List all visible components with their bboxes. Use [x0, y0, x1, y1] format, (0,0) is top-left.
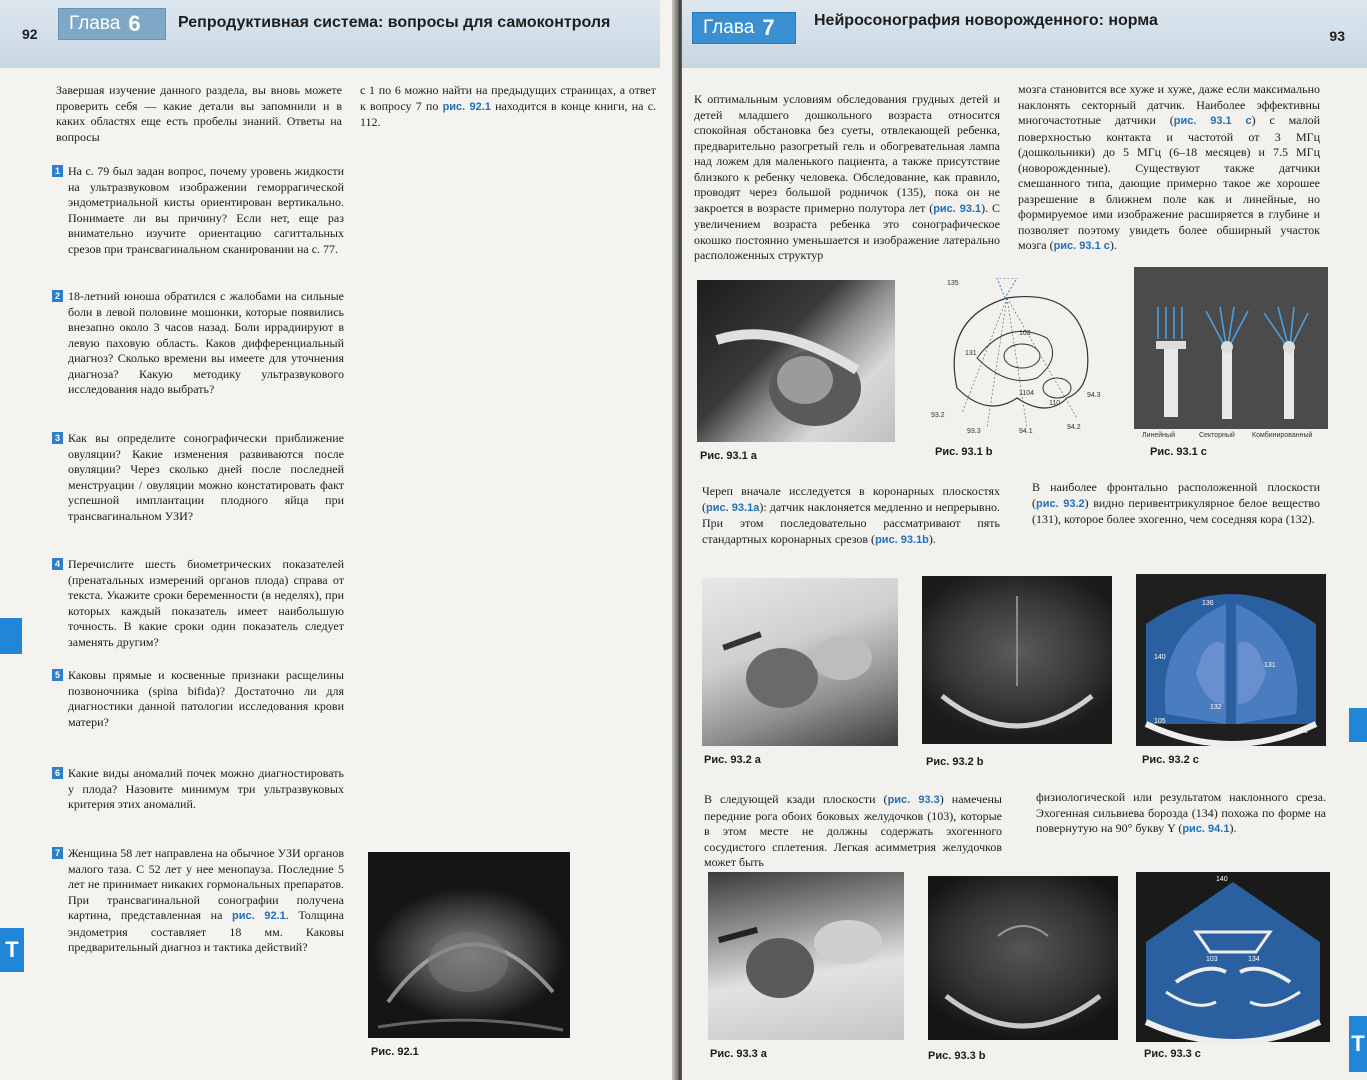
infant-photo-shapes: [702, 578, 898, 746]
label-135: 135: [947, 280, 959, 287]
right-low-col1: [704, 792, 1002, 871]
mid-col2-text-a: В наиболее фронтально расположенной плоскости (: [1032, 480, 1320, 510]
fig-93-3a-caption: Рис. 93.3 a: [710, 1048, 767, 1060]
question-item: [52, 668, 344, 730]
question-item: [52, 766, 344, 813]
low-col2-ref: рис. 94.1: [1182, 823, 1230, 835]
ultrasound-texture: [368, 852, 570, 1038]
question-text-b: . Толщина эндометрия составляет 18 мм. Каковы предварительный диагноз и тактика действий?: [68, 908, 344, 954]
left-intro-col2: [360, 83, 656, 131]
right-low-col2: [1036, 790, 1326, 838]
right-chapter-number: 7: [762, 15, 775, 40]
low-col2-text-a: физиологической или результатом наклонного среза. Эхогенная сильвиева борозда (134) похожа по форме на повернутую на 90° букву Y (: [1036, 790, 1326, 835]
right-mid-col1: [702, 484, 1000, 548]
ultrasound-93-3b: [928, 876, 1118, 1040]
question-text: На с. 79 был задан вопрос, почему уровень жидкости на ультразвуковом изображении геморрагической эндометриальной кисты ориентирован вертикально. Понимаете ли вы причину? Если нет, еще раз внимательно изучите ориентацию сагиттальных срезов при трансвагинальном сканировании на с. 77.: [68, 164, 344, 256]
intro-col1-text-b: ). С увеличением возраста ребенка это сонографическое окошко постоянно уменьшается и изображение латерально расположенных структур: [694, 200, 1000, 262]
question-item: [52, 846, 344, 956]
right-page: [682, 0, 1367, 1080]
fig-93-2a-caption: Рис. 93.2 a: [704, 754, 761, 766]
left-side-tab-t: Т: [0, 928, 24, 972]
ultrasound-arc: [922, 576, 1112, 744]
fig-93-1c-caption: Рис. 93.1 c: [1150, 446, 1207, 458]
left-chapter-tab: [58, 8, 166, 40]
figure-92-1-caption: Рис. 92.1: [371, 1046, 419, 1058]
right-mid-col2: [1032, 480, 1320, 528]
infant-photo-shapes: [708, 872, 904, 1040]
right-intro-col1: [694, 92, 1000, 264]
left-chapter-label: Глава: [69, 13, 121, 34]
fig-93-3c-caption: Рис. 93.3 c: [1144, 1048, 1201, 1060]
intro-col2-text-a: мозга становится все хуже и хуже, даже если максимально наклонять секторный датчик. Наиболее эффективны многочастотные датчики (: [1018, 82, 1320, 127]
label-94-2: 94.2: [1067, 424, 1081, 431]
label-131: 131: [965, 350, 977, 357]
photo-infant-93-3a: [708, 872, 904, 1040]
intro-col2-ref2: рис. 93.1 с: [1053, 240, 1110, 252]
question-number: 5: [52, 669, 63, 681]
left-running-title: Репродуктивная система: вопросы для самоконтроля: [178, 14, 611, 31]
label-93-3: 93.3: [967, 428, 981, 435]
low-col1-text-b: ) намечены передние рога обоих боковых желудочков (103), которые в этом месте не должны содержать эхогенного сосудистого сплетения. Легкая асимметрия желудочков может быть: [704, 792, 1002, 869]
question-text: Какие виды аномалий почек можно диагностировать у плода? Назовите минимум три ультразвуковых критерия этих аномалий.: [68, 766, 344, 811]
fig-93-1a-caption: Рис. 93.1 a: [700, 450, 757, 462]
left-page-number: 92: [22, 26, 38, 42]
intro-col2-text-c: ).: [1109, 238, 1117, 252]
infant-photo-shapes: [697, 280, 895, 442]
right-running-title: Нейросонография новорожденного: норма: [814, 12, 1158, 29]
left-side-tab-blue: [0, 618, 22, 654]
label-136: 136: [1202, 600, 1214, 607]
label-93-2: 93.2: [931, 412, 945, 419]
label-140: 140: [1154, 654, 1166, 661]
label-linear: Линейный: [1142, 432, 1175, 439]
question-item: [52, 557, 344, 650]
photo-infant-93-1a: [697, 280, 895, 442]
label-110: 110: [1049, 400, 1061, 407]
question-item: [52, 431, 344, 524]
label-140: 140: [1216, 876, 1228, 883]
right-page-number: 93: [1329, 28, 1345, 44]
intro-right-text-a: с 1 по 6 можно найти на предыдущих страницах, а ответ к вопросу 7 по: [360, 83, 656, 113]
mid-col1-ref2: рис. 93.1b: [875, 533, 929, 546]
fig-93-2b-caption: Рис. 93.2 b: [926, 756, 984, 768]
question-number: 2: [52, 290, 63, 302]
question-text: [68, 846, 344, 956]
label-132: 132: [1210, 704, 1222, 711]
label-sector: Секторный: [1199, 432, 1235, 439]
low-col1-ref: рис. 93.3: [887, 794, 940, 806]
right-side-tab-blue: [1349, 708, 1367, 742]
label-134: 134: [1248, 956, 1260, 963]
label-94-1: 94.1: [1019, 428, 1033, 435]
fig-93-2c-caption: Рис. 93.2 c: [1142, 754, 1199, 766]
label-45: 45: [1300, 728, 1308, 735]
question-text-a: Женщина 58 лет направлена на обычное УЗИ органов малого таза. С 52 лет у нее менопауза. Последние 5 лет не принимает никаких гормональных препаратов. При трансвагинальной сонографии получена картина, представленная на: [68, 846, 344, 922]
right-chapter-tab: [692, 12, 796, 44]
label-103: 103: [1206, 956, 1218, 963]
question-text: Перечислите шесть биометрических показателей (пренатальных измерений органов плода) справа от текста. Укажите сроки беременности (в неделях), при которых каждый показатель имеет наибольшую точность. В какие сроки один показатель следует заменять другим?: [68, 557, 344, 649]
left-intro-col1: Завершая изучение данного раздела, вы вновь можете проверить себя — какие детали вы запомнили и в каких областях еще есть пробелы знаний. Ответы на вопросы: [56, 83, 342, 144]
intro-col2-text-b: ) с малой поверхностью контакта и частотой от 3 МГц (дошкольники) до 5 МГц (6–18 месяцев) и 7.5 МГц (новорожденные). Существуют также датчики смешанного типа, дающие примерно такое же хорошее разрешение в ближнем поле как и линейные, но формируемое ими изображение расширяется в глубине и позволяет поэтому увидеть более обширный участок мозга (: [1018, 113, 1320, 252]
question-text: Каковы прямые и косвенные признаки расщелины позвоночника (spina bifida)? Достаточно ли для диагностики данной патологии исследования крови матери?: [68, 668, 344, 729]
question-number: 4: [52, 558, 63, 570]
mid-col1-ref1: рис. 93.1а: [706, 501, 760, 514]
schematic-93-2c: [1136, 574, 1326, 746]
fig-93-1b-caption: Рис. 93.1 b: [935, 446, 993, 458]
label-131: 131: [1264, 662, 1276, 669]
intro-col1-ref: рис. 93.1: [933, 202, 982, 215]
label-combined: Комбинированный: [1252, 432, 1313, 439]
brain-diagram-93-1b: [927, 278, 1107, 438]
photo-infant-93-2a: [702, 578, 898, 746]
transducer-diagram-93-1c: [1134, 267, 1328, 429]
question-item: [52, 289, 344, 398]
question-number: 1: [52, 165, 63, 177]
label-1104: 1104: [1019, 390, 1035, 397]
question-number: 3: [52, 432, 63, 444]
low-col2-text-b: ).: [1229, 821, 1237, 835]
question-text: Как вы определите сонографически приближение овуляции? Какие изменения развиваются после овуляции? Через сколько дней после последней менструации / овуляции можно констатировать факт успешной имплантации плодного яйца при трансвагинальном УЗИ?: [68, 431, 344, 523]
label-103: 103: [1019, 330, 1031, 337]
ultrasound-93-2b: [922, 576, 1112, 744]
schematic-93-3c: [1136, 872, 1330, 1042]
question-number: 7: [52, 847, 63, 859]
ultrasound-arc: [928, 876, 1118, 1040]
intro-col2-ref1: рис. 93.1 с: [1173, 115, 1252, 127]
label-105: 105: [1154, 718, 1166, 725]
ultrasound-figure-92-1: [368, 852, 570, 1038]
right-intro-col2: [1018, 82, 1320, 255]
label-94-3: 94.3: [1087, 392, 1101, 399]
transducer-svg: [1134, 267, 1328, 429]
question-item: [52, 164, 344, 257]
intro-right-ref: рис. 92.1: [442, 100, 491, 113]
fig-93-3b-caption: Рис. 93.3 b: [928, 1050, 986, 1062]
question-ref: рис. 92.1: [232, 910, 286, 922]
mid-col2-ref: рис. 93.2: [1036, 497, 1085, 510]
schematic-svg: [1136, 872, 1330, 1042]
intro-col1-text-a: К оптимальным условиям обследования грудных детей и детей младшего дошкольного возраста относится спокойная обстановка без суеты, отвлекающей ребенка, предварительно разогретый гель и обогревательная лампа над ложем для маленького пациента, а также присутствие близкого к ребенку человека. Обследование, как правило, проводят через большой родничок (135), пока он не закроется в возрасте примерно полутора лет (: [694, 92, 1000, 215]
low-col1-text-a: В следующей кзади плоскости (: [704, 792, 888, 806]
mid-col1-text-b: ): датчик наклоняется медленно и непрерывно. При этом последовательно рассматривают пять стандартных коронарных срезов (: [702, 499, 1000, 546]
right-chapter-label: Глава: [703, 17, 755, 38]
intro-right-text-b: находится в конце книги, на с. 112.: [360, 98, 657, 129]
mid-col2-text-b: ) видно перивентрикулярное белое вещество (131), которое более эхогенно, чем соседняя кора (132).: [1032, 495, 1320, 526]
brain-outline-svg: [927, 278, 1107, 438]
left-chapter-number: 6: [128, 11, 141, 36]
left-page: [0, 0, 676, 1080]
mid-col1-text-c: ).: [928, 531, 936, 546]
right-side-tab-t: Т: [1349, 1016, 1367, 1072]
mid-col1-text-a: Череп вначале исследуется в коронарных плоскостях (: [702, 484, 1000, 514]
question-number: 6: [52, 767, 63, 779]
question-text: 18-летний юноша обратился с жалобами на сильные боли в левой половине мошонки, которые появились внезапно около 3 часов назад. Боли иррадиируют в левую паховую область. Каков дифференциальный диагноз? Сколько времени вы имеете для уточнения диагноза? Какую методику ультразвукового исследования надо выбрать?: [68, 289, 344, 396]
